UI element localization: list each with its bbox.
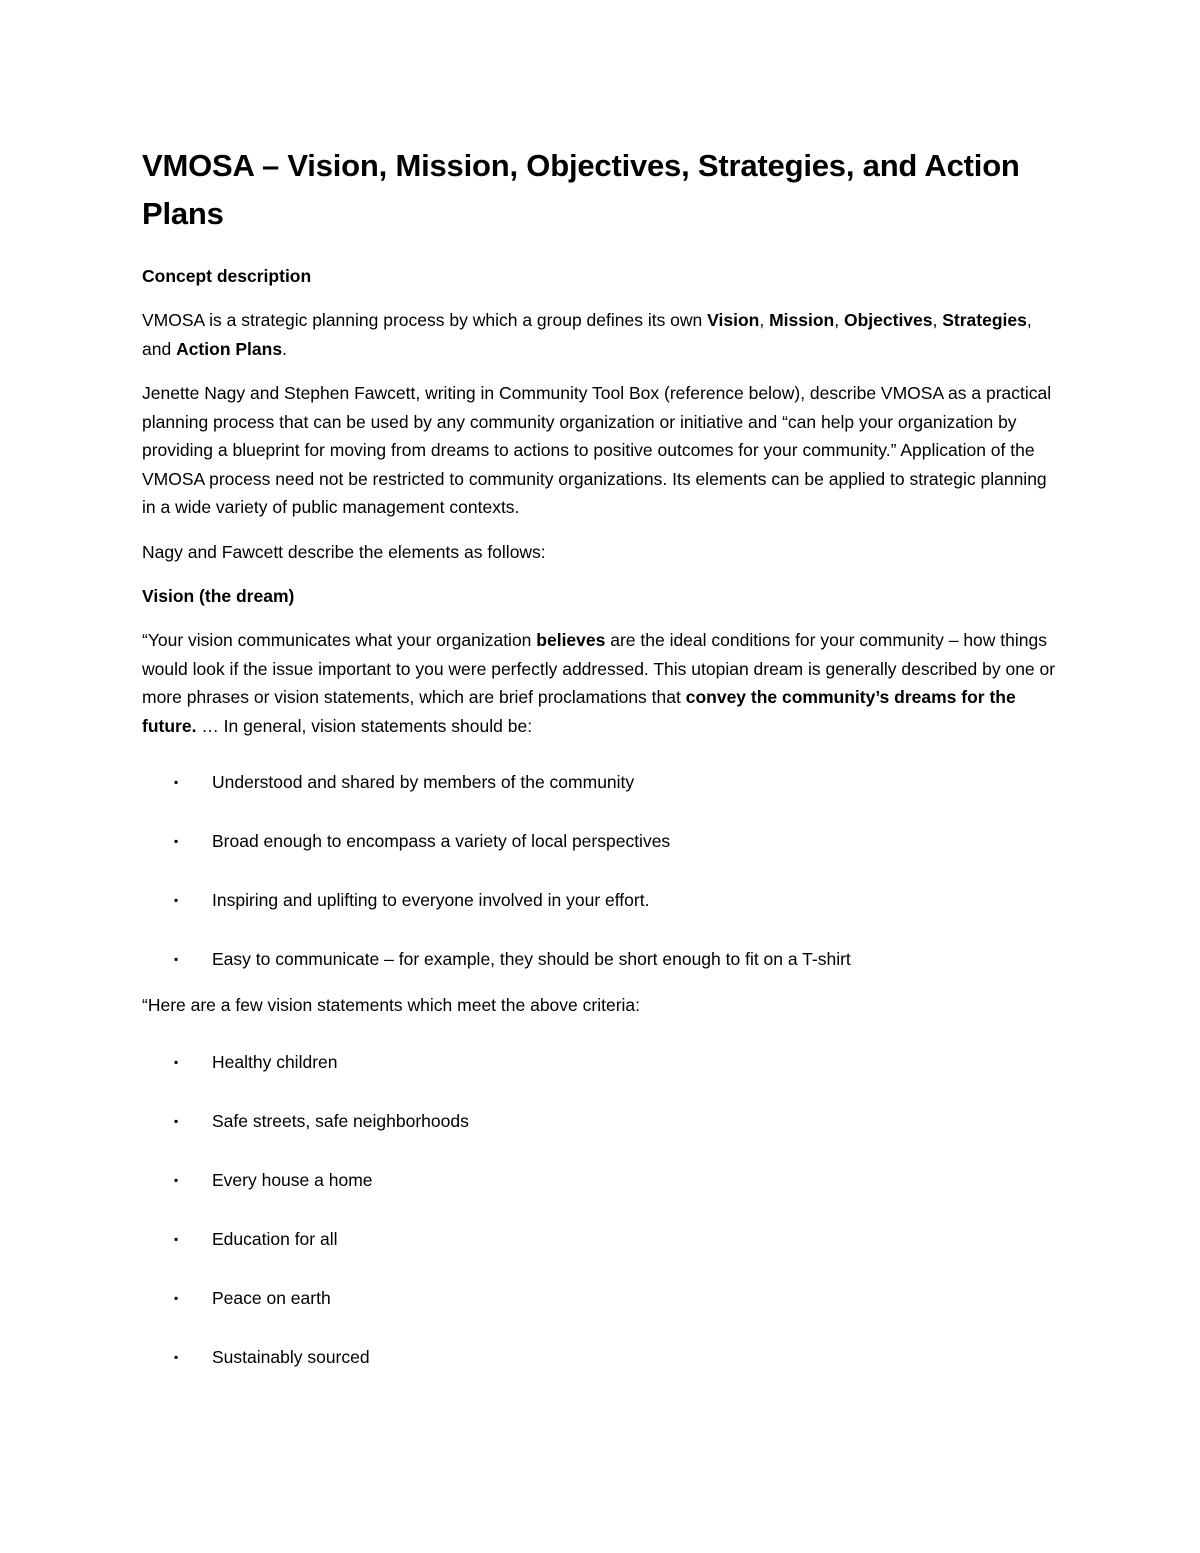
elements-intro: Nagy and Fawcett describe the elements as follows: [142, 541, 546, 562]
list-item [142, 1048, 1062, 1076]
list-item [142, 1284, 1062, 1312]
list-item-text: Education for all [212, 1228, 338, 1249]
intro-end: . [282, 338, 287, 359]
intro-separator: , and [142, 310, 1032, 359]
list-item [142, 886, 1062, 914]
intro-separator: , [932, 310, 943, 330]
examples-intro: “Here are a few vision statements which meet the above criteria: [142, 995, 640, 1015]
bullet-icon: ▪ [174, 1349, 179, 1364]
list-item-text: Inspiring and uplifting to everyone involved in your effort. [212, 890, 650, 910]
list-item-text: Every house a home [212, 1169, 373, 1190]
intro-paragraph [142, 306, 1062, 363]
concept-heading: Concept description [142, 266, 312, 286]
bullet-icon: ▪ [174, 1113, 179, 1128]
list-item-text: Broad enough to encompass a variety of local perspectives [212, 831, 671, 851]
intro-mission: Mission [769, 310, 835, 330]
list-item [142, 1166, 1062, 1194]
vision-quote-text: are the ideal conditions for your community – how things would look if the issue important to you were perfectly addressed. This utopian dream is generally described by one or more phrases or vision statements, which are brief proclamations that [142, 630, 1056, 707]
bullet-icon: ▪ [174, 893, 179, 907]
bullet-icon: ▪ [174, 834, 179, 848]
vision-quote-convey: convey the community’s dreams for the future. [142, 687, 1016, 736]
list-item-text: Peace on earth [212, 1287, 331, 1308]
bullet-icon: ▪ [174, 1231, 179, 1246]
list-item [142, 1343, 1062, 1371]
bullet-icon: ▪ [174, 1172, 179, 1187]
list-item-text: Sustainably sourced [212, 1346, 370, 1367]
vision-criteria-list [142, 768, 1062, 973]
bullet-icon: ▪ [174, 1290, 179, 1305]
intro-action-plans: Action Plans [176, 338, 283, 359]
vision-quote-text: “Your vision communicates what your organization [142, 630, 537, 650]
bullet-icon: ▪ [174, 952, 179, 966]
list-item [142, 827, 1062, 855]
list-item [142, 1107, 1062, 1135]
nagy-fawcett-paragraph: Jenette Nagy and Stephen Fawcett, writing in Community Tool Box (reference below), describe VMOSA as a practical planning process that can be used by any community organization or initiative and “can help your organization by providing a blueprint for moving from dreams to actions to positive outcomes for your community.” Application of the VMOSA process need not be restricted to community organizations. Its elements can be applied to strategic planning in a wide variety of public management contexts. [142, 383, 1052, 517]
vision-examples-list [142, 1048, 1062, 1371]
intro-text: VMOSA is a strategic planning process by which a group defines its own [142, 310, 708, 330]
vision-quote-paragraph [142, 626, 1062, 740]
vision-quote-believes: believes [536, 630, 606, 650]
list-item [142, 1225, 1062, 1253]
document-content [142, 142, 1062, 1402]
bullet-icon: ▪ [174, 1054, 179, 1069]
bullet-icon: ▪ [174, 775, 179, 789]
page-title: VMOSA – Vision, Mission, Objectives, Strategies, and Action Plans [142, 148, 1020, 231]
list-item-text: Safe streets, safe neighborhoods [212, 1110, 469, 1131]
list-item [142, 768, 1062, 796]
intro-separator: , [759, 310, 770, 330]
intro-objectives: Objectives [843, 310, 933, 330]
vision-quote-text: … In general, vision statements should be: [196, 715, 533, 736]
list-item [142, 945, 1062, 973]
list-item-text: Easy to communicate – for example, they should be short enough to fit on a T-shirt [212, 949, 851, 969]
intro-separator: , [834, 310, 844, 330]
list-item-text: Healthy children [212, 1051, 338, 1072]
list-item-text: Understood and shared by members of the community [212, 772, 635, 792]
intro-strategies: Strategies [942, 310, 1027, 330]
intro-vision: Vision [707, 310, 760, 330]
vision-heading: Vision (the dream) [142, 586, 295, 606]
